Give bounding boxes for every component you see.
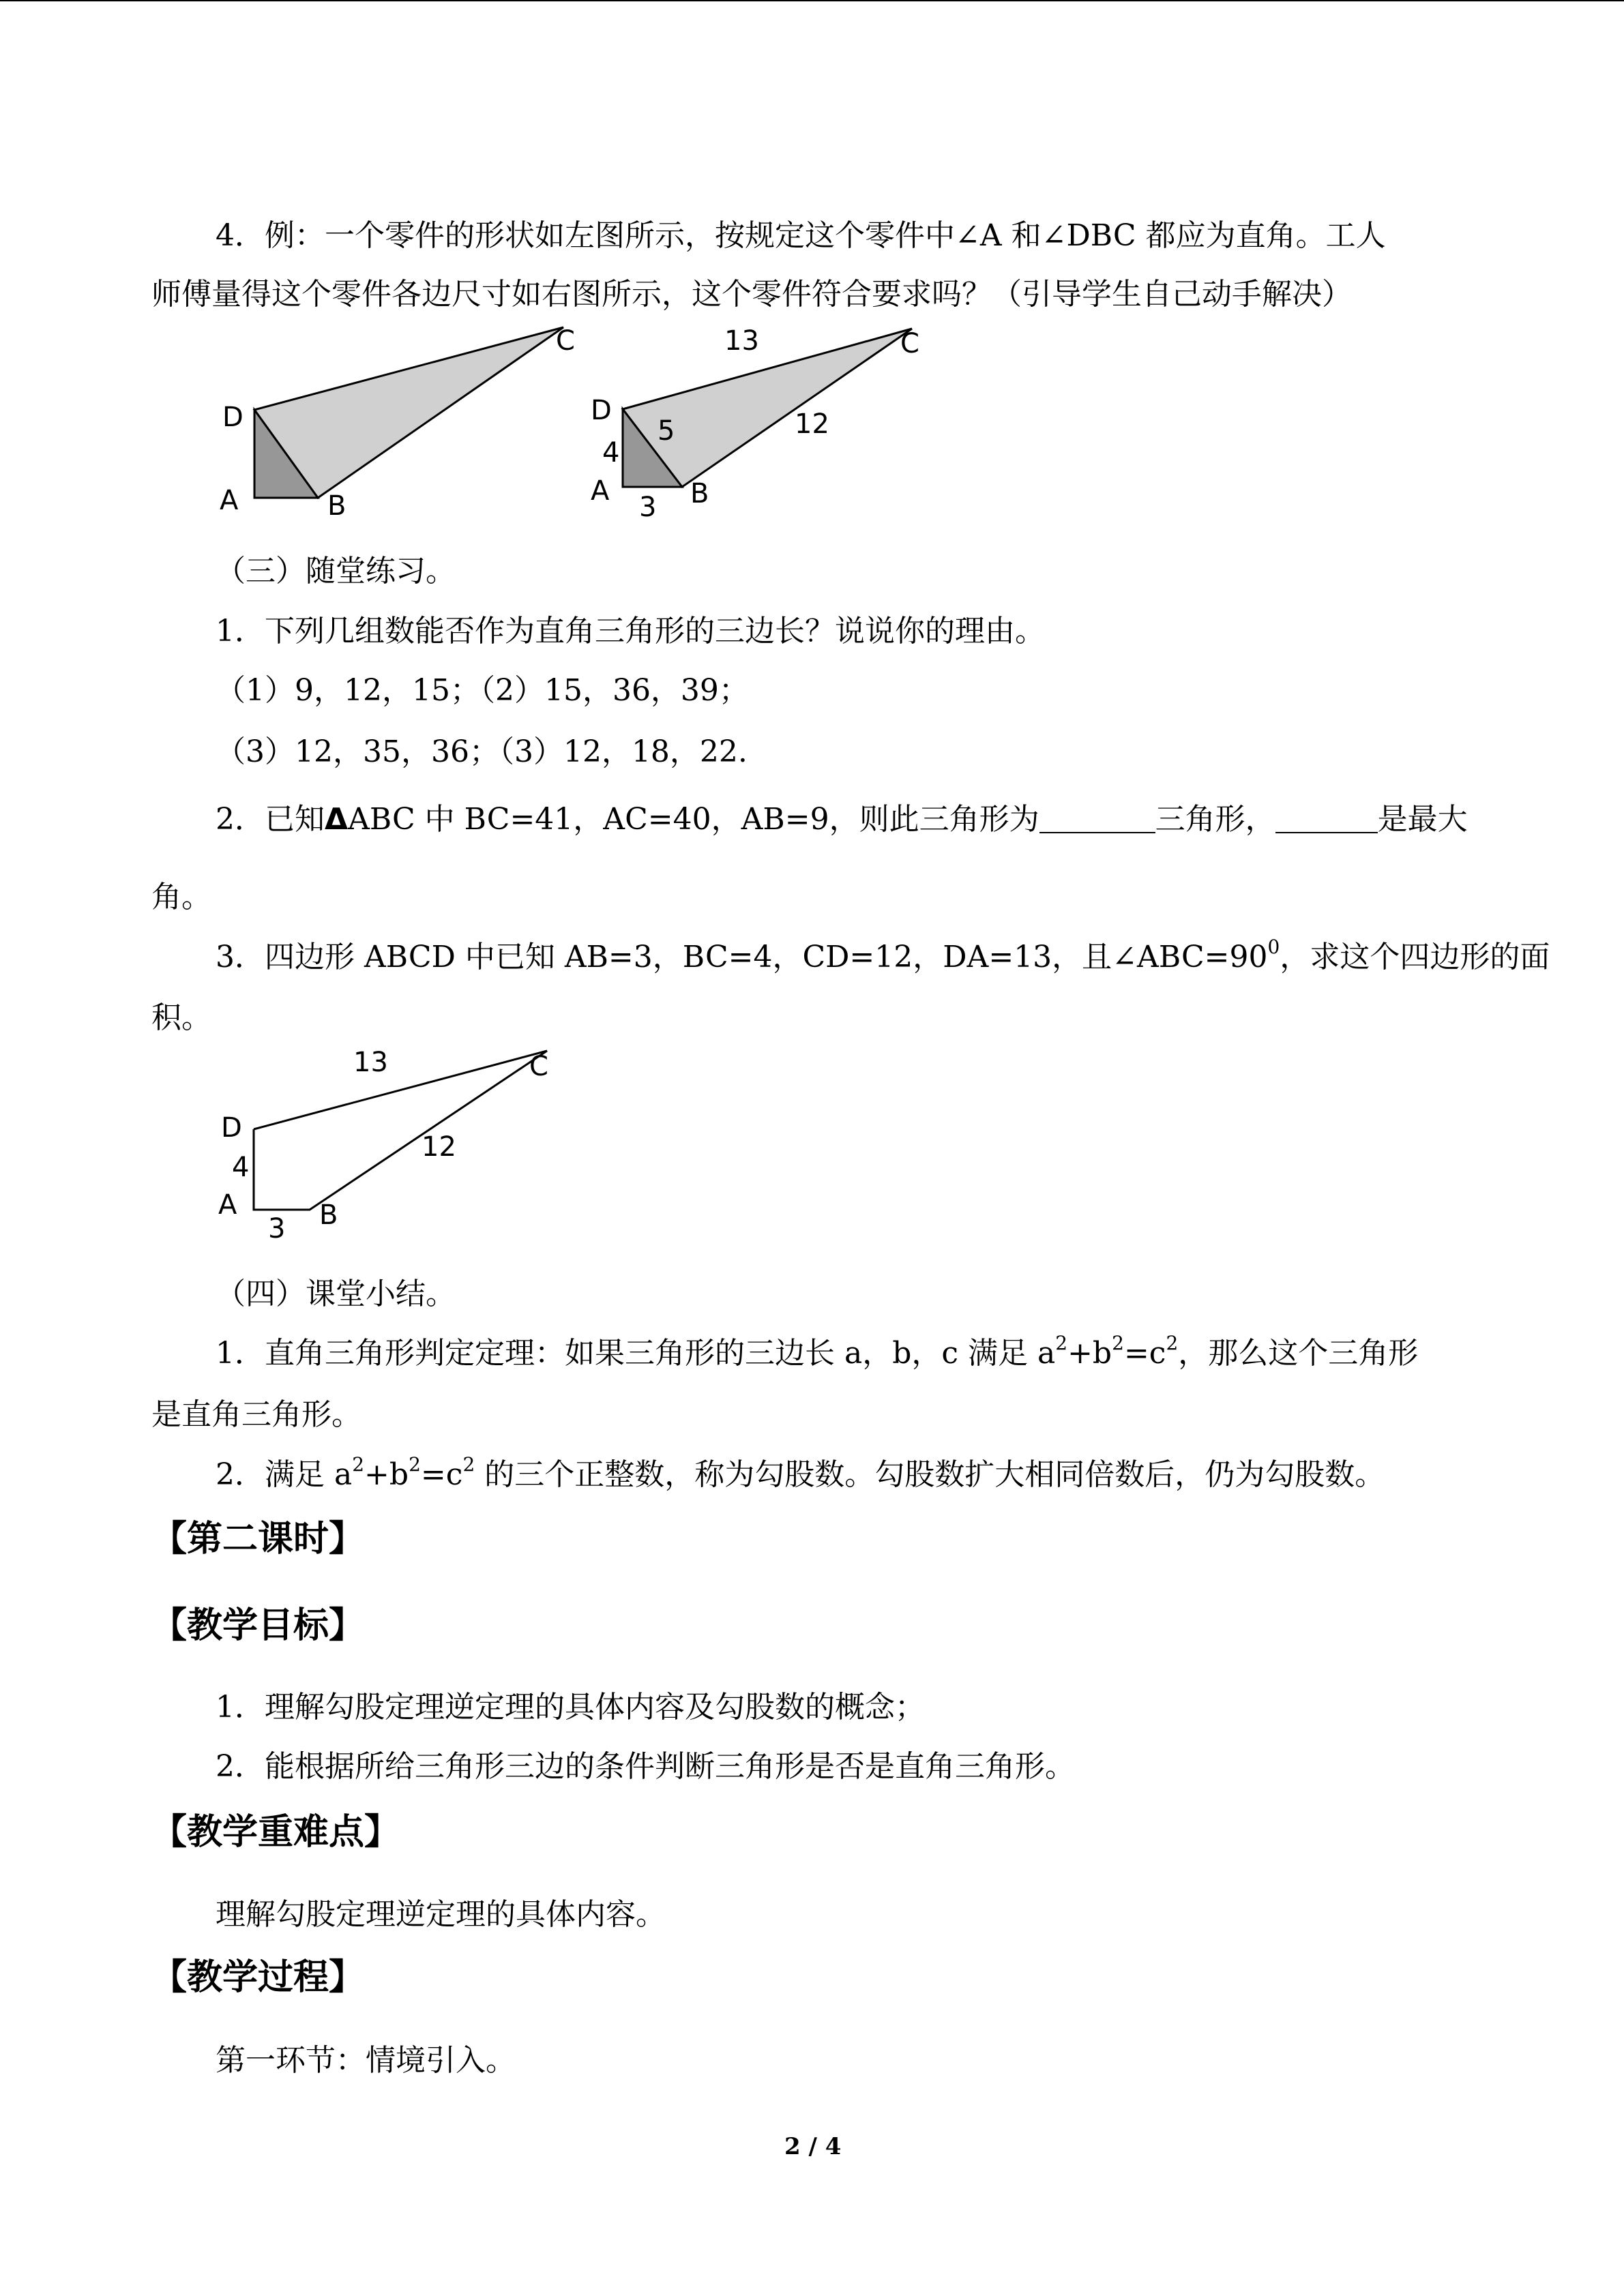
figure-quadrilateral-shaded — [205, 317, 593, 522]
heading-teaching-goals: 【教学目标】 — [151, 1605, 365, 1646]
label-d: D — [222, 402, 243, 433]
triangle-dbc — [623, 329, 912, 487]
heading-teaching-process: 【教学过程】 — [151, 1957, 365, 1998]
process-step-1: 第一环节：情境引入。 — [216, 2043, 516, 2078]
length-ad: 4 — [232, 1152, 250, 1183]
top-border — [0, 0, 1624, 1]
length-ad: 4 — [602, 437, 620, 468]
page-number: 2 / 4 — [784, 2133, 842, 2160]
label-c: C — [529, 1051, 548, 1082]
goal-1: 1．理解勾股定理逆定理的具体内容及勾股数的概念； — [216, 1690, 925, 1725]
summary-title: （四）课堂小结。 — [216, 1277, 456, 1311]
label-a: A — [220, 485, 239, 516]
heading-second-lesson: 【第二课时】 — [151, 1519, 365, 1560]
answer-blank-2[interactable] — [1275, 805, 1378, 833]
goal-2: 2．能根据所给三角形三边的条件判断三角形是否是直角三角形。 — [216, 1749, 1075, 1784]
label-a: A — [218, 1189, 237, 1221]
practice-q2-continued: 角。 — [151, 880, 211, 914]
figure-quadrilateral-outline — [205, 1040, 587, 1244]
practice-q1: 1．下列几组数能否作为直角三角形的三边长？说说你的理由。 — [216, 614, 1045, 648]
label-d: D — [221, 1112, 242, 1144]
answer-blank-1[interactable] — [1039, 805, 1155, 833]
figure-quadrilateral-measured — [580, 317, 948, 522]
length-db: 5 — [658, 415, 675, 447]
summary-item1-line2: 是直角三角形。 — [151, 1397, 361, 1432]
summary-item2: 2．满足 $a^2+b^2=c^2$ 的三个正整数，称为勾股数。勾股数扩大相同倍数后，仍为勾股数。 — [216, 1453, 1385, 1492]
practice-q1-options-a: （1）9，12，15；（2）15，36，39； — [216, 673, 749, 708]
example4-line2: 师傅量得这个零件各边尺寸如右图所示，这个零件符合要求吗？（引导学生自己动手解决） — [151, 277, 1352, 312]
length-dc: 13 — [724, 325, 759, 357]
quadrilateral-outline — [254, 1051, 547, 1210]
length-bc: 12 — [795, 408, 829, 440]
practice-q2: 2．已知ΔABC 中 BC=41，AC=40，AB=9，则此三角形为 三角形， 是最大 — [216, 802, 1468, 837]
length-bc: 12 — [422, 1131, 456, 1163]
label-c: C — [556, 325, 575, 357]
delta-symbol: Δ — [325, 802, 349, 837]
practice-q3-line2: 积。 — [151, 1000, 211, 1035]
length-ab: 3 — [268, 1213, 286, 1244]
label-b: B — [319, 1199, 338, 1231]
triangle-dbc — [254, 327, 563, 498]
length-dc: 13 — [353, 1047, 388, 1078]
label-d: D — [591, 395, 612, 426]
practice-q3-line1: 3．四边形 ABCD 中已知 AB=3，BC=4，CD=12，DA=13，且$\angle ABC=90^0$，求这个四边形的面 — [216, 936, 1550, 974]
summary-item1-line1: 1．直角三角形判定定理：如果三角形的三边长 a，b，c 满足 $a^2+b^2=c^2$，那么这个三角形 — [216, 1332, 1419, 1371]
practice-q1-options-b: （3）12，35，36；（3）12，18，22. — [216, 734, 748, 769]
label-b: B — [690, 478, 709, 509]
key-points-text: 理解勾股定理逆定理的具体内容。 — [216, 1897, 666, 1932]
length-ab: 3 — [639, 492, 657, 522]
label-c: C — [900, 328, 919, 359]
practice-title: （三）随堂练习。 — [216, 554, 456, 588]
example4-line1: 4．例：一个零件的形状如左图所示，按规定这个零件中∠A 和∠DBC 都应为直角。工人 — [216, 218, 1386, 253]
label-b: B — [327, 490, 346, 522]
label-a: A — [591, 475, 610, 507]
heading-key-points: 【教学重难点】 — [151, 1812, 400, 1853]
